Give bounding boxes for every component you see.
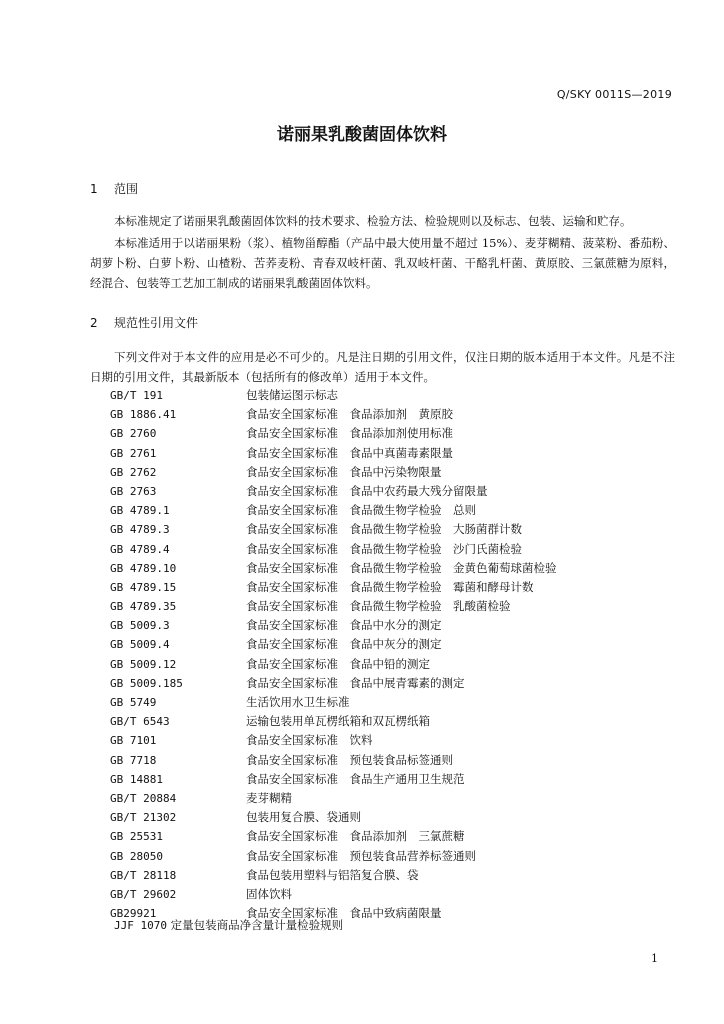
reference-code: GB 28050 <box>110 849 163 863</box>
reference-title: 食品安全国家标准 食品微生物学检验 沙门氏菌检验 <box>246 541 522 556</box>
reference-code: GB 5009.3 <box>110 619 170 633</box>
reference-title: 食品安全国家标准 食品中真菌毒素限量 <box>246 445 453 460</box>
reference-code: GB 25531 <box>110 830 163 844</box>
reference-title: 食品安全国家标准 食品中展青霉素的测定 <box>246 675 465 690</box>
reference-code: GB 2761 <box>110 446 157 460</box>
reference-item <box>110 520 557 539</box>
reference-code: GB/T 6543 <box>110 715 170 729</box>
reference-title: 食品安全国家标准 饮料 <box>246 733 373 748</box>
reference-code: GB 2762 <box>110 465 157 479</box>
reference-item <box>110 444 557 463</box>
reference-code: GB29921 <box>110 907 157 921</box>
section-number: 1 <box>90 182 98 196</box>
reference-title: 食品安全国家标准 食品中农药最大残分留限量 <box>246 483 488 498</box>
section-number: 2 <box>90 316 98 330</box>
reference-title: 食品安全国家标准 预包装食品营养标签通则 <box>246 848 476 863</box>
reference-item <box>110 655 557 674</box>
reference-list <box>110 386 557 923</box>
reference-item <box>110 847 557 866</box>
reference-title: 食品安全国家标准 食品中铅的测定 <box>246 656 430 671</box>
reference-title: 生活饮用水卫生标准 <box>246 695 350 709</box>
reference-title: 食品安全国家标准 食品生产通用卫生规范 <box>246 771 465 786</box>
references-intro: 下列文件对于本文件的应用是必不可少的。凡是注日期的引用文件，仅注日期的版本适用于本文件。凡是不注日期的引用文件，其最新版本（包括所有的修改单）适用于本文件。 <box>90 350 675 384</box>
reference-item <box>110 482 557 501</box>
standard-code: Q/SKY 0011S—2019 <box>556 88 672 101</box>
reference-item <box>110 712 557 731</box>
reference-item-last <box>114 917 343 933</box>
reference-item <box>110 885 557 904</box>
reference-code: GB 4789.3 <box>110 523 170 537</box>
reference-item <box>110 559 557 578</box>
reference-code: GB/T 20884 <box>110 791 177 805</box>
reference-title: 食品安全国家标准 食品微生物学检验 霉菌和酵母计数 <box>246 579 534 594</box>
reference-title: 麦芽糊精 <box>246 790 292 805</box>
reference-item <box>110 578 557 597</box>
scope-paragraph-1: 本标准规定了诺丽果乳酸菌固体饮料的技术要求、检验方法、检验规则以及标志、包装、运输和贮存。 <box>114 214 632 228</box>
reference-title: 食品安全国家标准 食品中灰分的测定 <box>246 637 442 652</box>
reference-item <box>110 693 557 712</box>
document-title: 诺丽果乳酸菌固体饮料 <box>277 125 447 145</box>
scope-paragraph-2: 本标准适用于以诺丽果粉（浆）、植物甾醇酯（产品中最大使用量不超过 15%）、麦芽糊精、菠菜粉、番茄粉、胡萝卜粉、白萝卜粉、山楂粉、苦荞麦粉、青春双岐杆菌、乳双岐杆菌、干酪乳杆菌、黄原胶、三氯蔗糖为原料，经混合、包装等工艺加工制成的诺丽果乳酸菌固体饮料。 <box>90 236 675 290</box>
reference-item <box>110 597 557 616</box>
reference-title: 固体饮料 <box>246 886 292 901</box>
reference-item <box>110 635 557 654</box>
reference-code: GB 4789.4 <box>110 542 170 556</box>
section-title: 范围 <box>114 182 139 196</box>
page-number: 1 <box>651 952 658 965</box>
reference-code: GB 5009.12 <box>110 657 177 671</box>
reference-item <box>110 616 557 635</box>
reference-title: 食品安全国家标准 食品添加剂 三氯蔗糖 <box>246 829 465 844</box>
reference-item <box>110 540 557 559</box>
reference-code: GB 7101 <box>110 734 157 748</box>
reference-item <box>110 808 557 827</box>
section-title: 规范性引用文件 <box>114 316 199 330</box>
reference-code: GB 4789.1 <box>110 504 170 518</box>
reference-title: 运输包装用单瓦楞纸箱和双瓦楞纸箱 <box>246 714 430 729</box>
reference-item <box>110 731 557 750</box>
reference-item <box>110 405 557 424</box>
reference-code: GB 2763 <box>110 484 157 498</box>
reference-code: GB/T 191 <box>110 389 163 402</box>
reference-item <box>110 463 557 482</box>
reference-code: GB 5009.185 <box>110 676 183 690</box>
reference-code: GB 14881 <box>110 772 163 786</box>
reference-item <box>110 789 557 808</box>
reference-code: GB 4789.35 <box>110 600 177 614</box>
reference-title: 食品安全国家标准 食品中水分的测定 <box>246 618 442 633</box>
reference-title: 食品安全国家标准 预包装食品标签通则 <box>246 752 453 767</box>
reference-code: GB 2760 <box>110 427 157 441</box>
reference-title: 食品安全国家标准 食品微生物学检验 总则 <box>246 503 476 518</box>
reference-code: GB 7718 <box>110 753 157 767</box>
reference-title: 食品包装用塑料与铝箔复合膜、袋 <box>246 867 419 882</box>
reference-title: 食品安全国家标准 食品中致病菌限量 <box>246 906 442 921</box>
reference-code: GB/T 28118 <box>110 868 177 882</box>
reference-code: GB 5009.4 <box>110 638 170 652</box>
reference-title: 包装用复合膜、袋通则 <box>246 810 361 825</box>
reference-title: 定量包装商品净含量计量检验规则 <box>170 918 344 932</box>
reference-title: 食品安全国家标准 食品添加剂 黄原胶 <box>246 407 453 422</box>
reference-code: GB 4789.15 <box>110 580 177 594</box>
section-1-heading <box>90 180 138 197</box>
reference-code: GB/T 21302 <box>110 811 177 825</box>
reference-code: GB 5749 <box>110 696 157 709</box>
section-2-heading <box>90 314 198 331</box>
reference-title: 食品安全国家标准 食品微生物学检验 大肠菌群计数 <box>246 522 522 537</box>
reference-item <box>110 386 557 405</box>
reference-code: GB 1886.41 <box>110 408 177 422</box>
reference-item <box>110 866 557 885</box>
reference-code: JJF 1070 <box>114 919 167 932</box>
reference-code: GB 4789.10 <box>110 561 177 575</box>
reference-item <box>110 424 557 443</box>
reference-item <box>110 751 557 770</box>
reference-item <box>110 501 557 520</box>
reference-title: 食品安全国家标准 食品中污染物限量 <box>246 464 442 479</box>
reference-title: 食品安全国家标准 食品微生物学检验 乳酸菌检验 <box>246 599 511 614</box>
reference-code: GB/T 29602 <box>110 887 177 901</box>
reference-title: 食品安全国家标准 食品添加剂使用标准 <box>246 426 453 441</box>
reference-item <box>110 827 557 846</box>
reference-title: 包装储运图示标志 <box>246 388 338 402</box>
reference-item <box>110 770 557 789</box>
reference-title: 食品安全国家标准 食品微生物学检验 金黄色葡萄球菌检验 <box>246 560 557 575</box>
reference-item <box>110 674 557 693</box>
